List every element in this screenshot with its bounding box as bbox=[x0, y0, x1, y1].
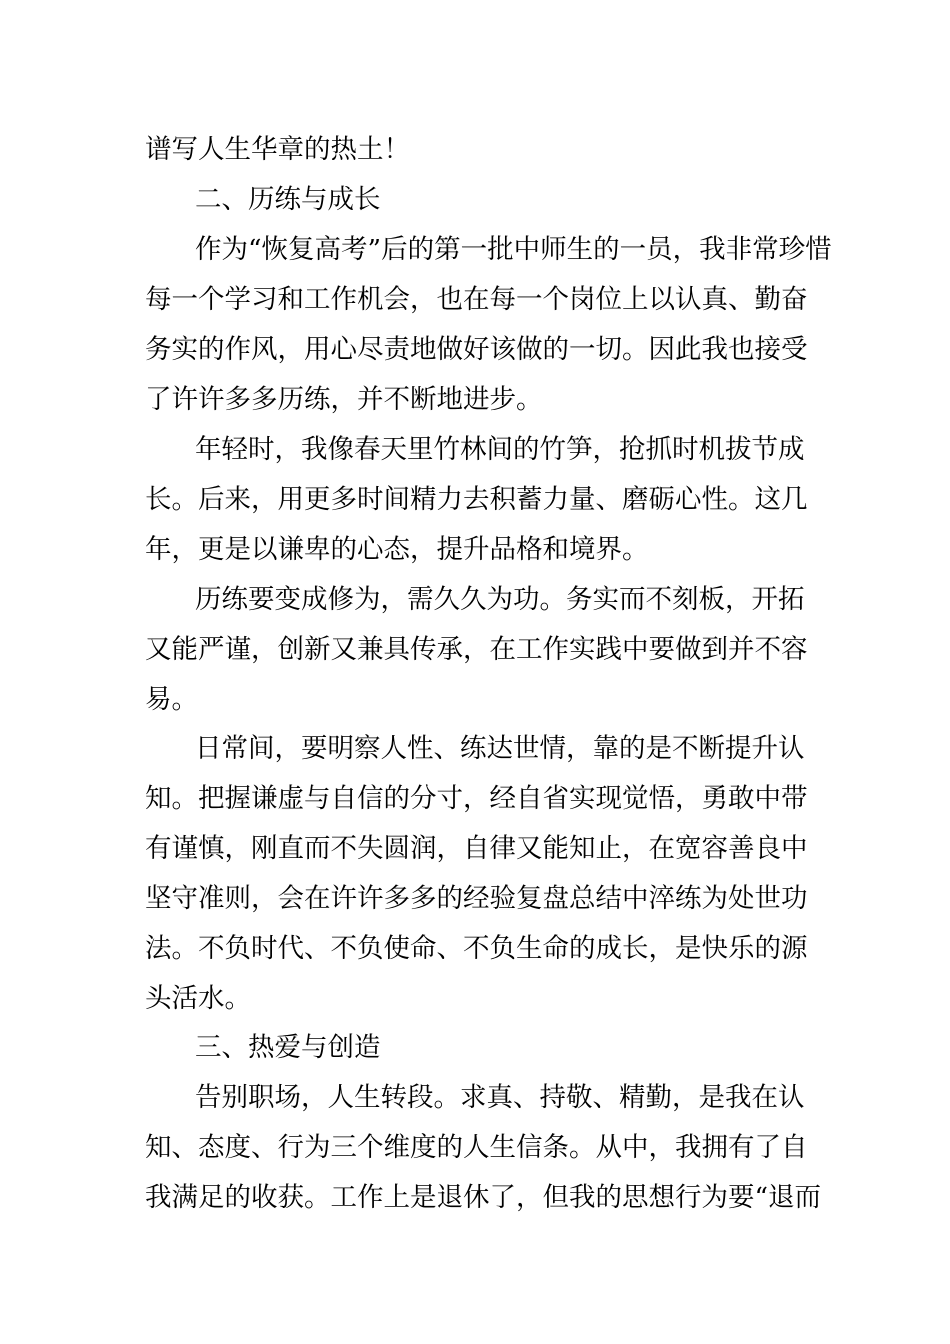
section-heading: 三、热爱与创造 bbox=[195, 1032, 381, 1063]
text-line: 法。不负时代、不负使命、不负生命的成长，是快乐的源 bbox=[145, 933, 808, 964]
text-line: 年，更是以谦卑的心态，提升品格和境界。 bbox=[145, 534, 649, 565]
text-line: 又能严谨，创新又兼具传承，在工作实践中要做到并不容 bbox=[145, 634, 808, 665]
text-line: 作为“恢复高考”后的第一批中师生的一员，我非常珍惜 bbox=[195, 234, 832, 265]
text-line: 有谨慎，刚直而不失圆润，自律又能知止，在宽容善良中 bbox=[145, 833, 808, 864]
text-line: 知。把握谦虚与自信的分寸，经自省实现觉悟，勇敢中带 bbox=[145, 783, 808, 814]
text-line: 历练要变成修为，需久久为功。务实而不刻板，开拓 bbox=[195, 584, 805, 615]
text-line: 知、态度、行为三个维度的人生信条。从中，我拥有了自 bbox=[145, 1132, 808, 1163]
text-line: 了许许多多历练，并不断地进步。 bbox=[145, 384, 543, 415]
text-line: 长。后来，用更多时间精力去积蓄力量、磨砺心性。这几 bbox=[145, 484, 808, 515]
text-line: 务实的作风，用心尽责地做好该做的一切。因此我也接受 bbox=[145, 334, 808, 365]
text-line: 日常间，要明察人性、练达世情，靠的是不断提升认 bbox=[195, 733, 805, 764]
text-line: 年轻时，我像春天里竹林间的竹笋，抢抓时机拔节成 bbox=[195, 434, 805, 465]
text-line: 谱写人生华章的热土！ bbox=[145, 134, 410, 165]
section-heading: 二、历练与成长 bbox=[195, 184, 381, 215]
text-line: 头活水。 bbox=[145, 983, 251, 1014]
text-line: 告别职场，人生转段。求真、持敬、精勤，是我在认 bbox=[195, 1082, 805, 1113]
text-line: 坚守准则，会在许许多多的经验复盘总结中淬练为处世功 bbox=[145, 883, 808, 914]
text-line: 每一个学习和工作机会，也在每一个岗位上以认真、勤奋 bbox=[145, 284, 808, 315]
text-line: 我满足的收获。工作上是退休了，但我的思想行为要“退而 bbox=[145, 1182, 822, 1213]
text-line: 易。 bbox=[145, 684, 198, 715]
